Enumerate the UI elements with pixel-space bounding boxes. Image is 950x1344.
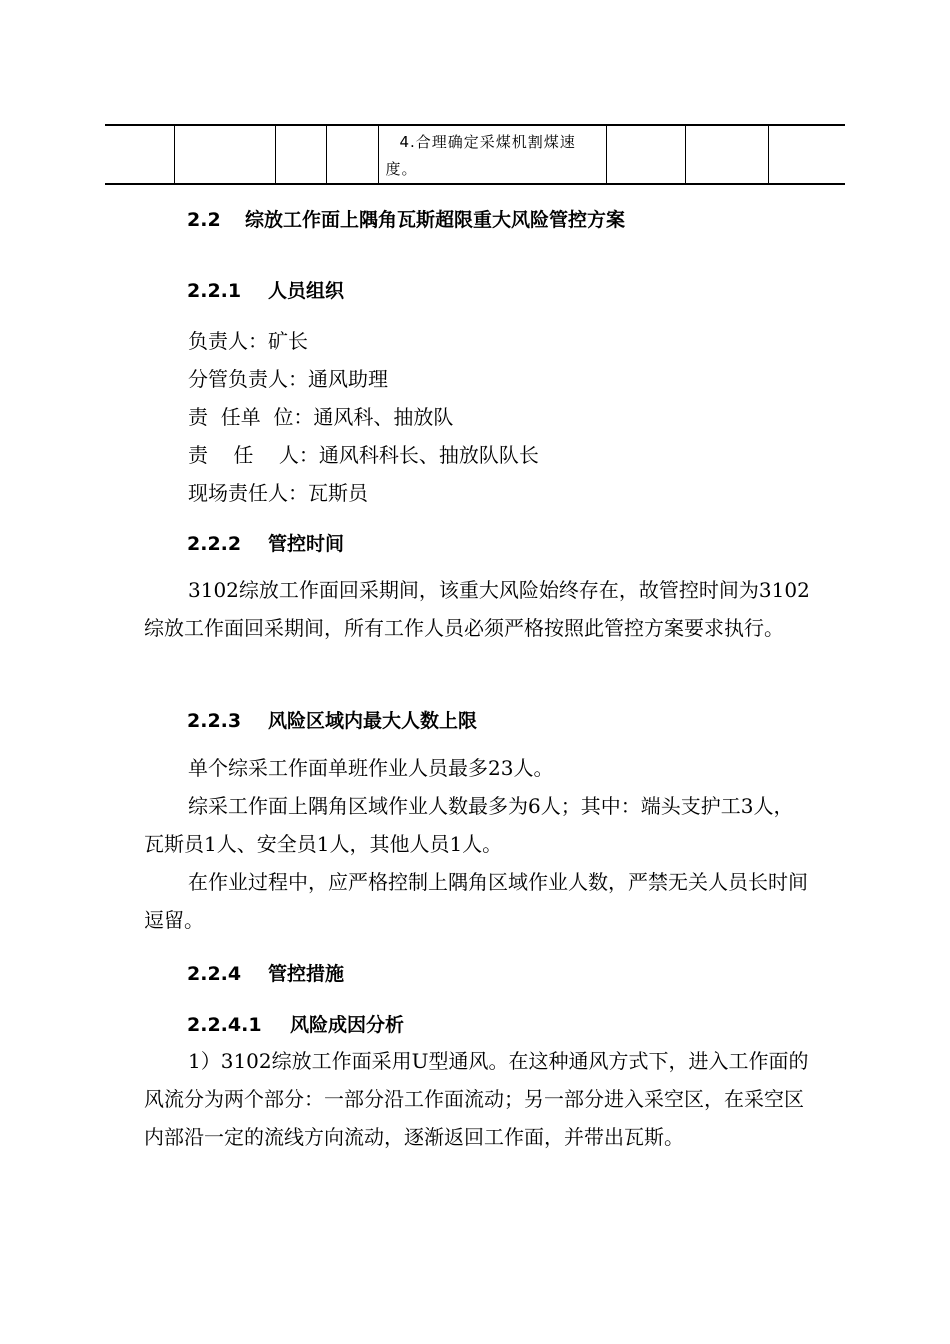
paragraph-text: 1）3102综放工作面采用U型通风。在这种通风方式下，进入工作面的风流分为两个部分：一部分沿工作面流动；另一部分进入采空区，在采空区内部沿一定的流线方向流动，逐渐返回工作面，并带出瓦斯。 xyxy=(144,1049,809,1149)
paragraph-control-time xyxy=(144,571,810,647)
section-number: 2.2.4.1 xyxy=(187,1014,262,1036)
paragraph-text: 在作业过程中，应严格控制上隅角区域作业人数，严禁无关人员长时间逗留。 xyxy=(144,870,808,932)
section-number: 2.2.1 xyxy=(187,280,242,302)
paragraph-text: 3102综放工作面回采期间，该重大风险始终存在，故管控时间为3102综放工作面回采期间，所有工作人员必须严格按照此管控方案要求执行。 xyxy=(144,578,810,640)
table-cell xyxy=(606,125,685,184)
table-cell xyxy=(326,125,378,184)
section-title: 管控措施 xyxy=(268,963,345,985)
paragraph-text: 综采工作面上隅角区域作业人数最多为6人；其中：端头支护工3人，瓦斯员1人、安全员1人，其他人员1人。 xyxy=(144,794,794,856)
personnel-line-unit: 责 任单 位：通风科、抽放队 xyxy=(188,405,454,429)
table-cell xyxy=(105,125,174,184)
personnel-line-deputy: 分管负责人：通风助理 xyxy=(188,367,388,391)
section-heading-2-2-4 xyxy=(187,959,344,986)
section-heading-2-2 xyxy=(187,205,625,232)
personnel-line-leader: 负责人：矿长 xyxy=(188,329,308,353)
section-heading-2-2-2 xyxy=(187,529,344,556)
personnel-line-onsite: 现场责任人：瓦斯员 xyxy=(188,481,368,505)
paragraph-max-shift xyxy=(144,749,810,787)
table-cell xyxy=(174,125,275,184)
paragraph-corner-workers xyxy=(144,787,810,863)
section-title: 风险区域内最大人数上限 xyxy=(268,710,478,732)
section-title: 风险成因分析 xyxy=(290,1014,405,1036)
section-number: 2.2.3 xyxy=(187,710,242,732)
section-title: 人员组织 xyxy=(268,280,345,302)
table-cell-measure xyxy=(378,125,606,184)
paragraph-text: 单个综采工作面单班作业人员最多23人。 xyxy=(188,756,554,780)
table-cell xyxy=(768,125,845,184)
paragraph-restriction xyxy=(144,863,810,939)
section-number: 2.2 xyxy=(187,209,221,231)
section-number: 2.2.2 xyxy=(187,533,242,555)
section-heading-2-2-3 xyxy=(187,706,477,733)
table-cell xyxy=(685,125,768,184)
section-title: 管控时间 xyxy=(268,533,345,555)
section-heading-2-2-1 xyxy=(187,276,344,303)
table-cell xyxy=(275,125,326,184)
paragraph-risk-cause xyxy=(144,1042,810,1156)
section-title: 综放工作面上隅角瓦斯超限重大风险管控方案 xyxy=(245,209,626,231)
section-heading-2-2-4-1 xyxy=(187,1010,404,1037)
personnel-line-person: 责 任 人：通风科科长、抽放队队长 xyxy=(188,443,539,467)
table-cell-text: 4.合理确定采煤机割煤速度。 xyxy=(385,133,576,178)
section-number: 2.2.4 xyxy=(187,963,242,985)
table-fragment xyxy=(105,124,845,185)
